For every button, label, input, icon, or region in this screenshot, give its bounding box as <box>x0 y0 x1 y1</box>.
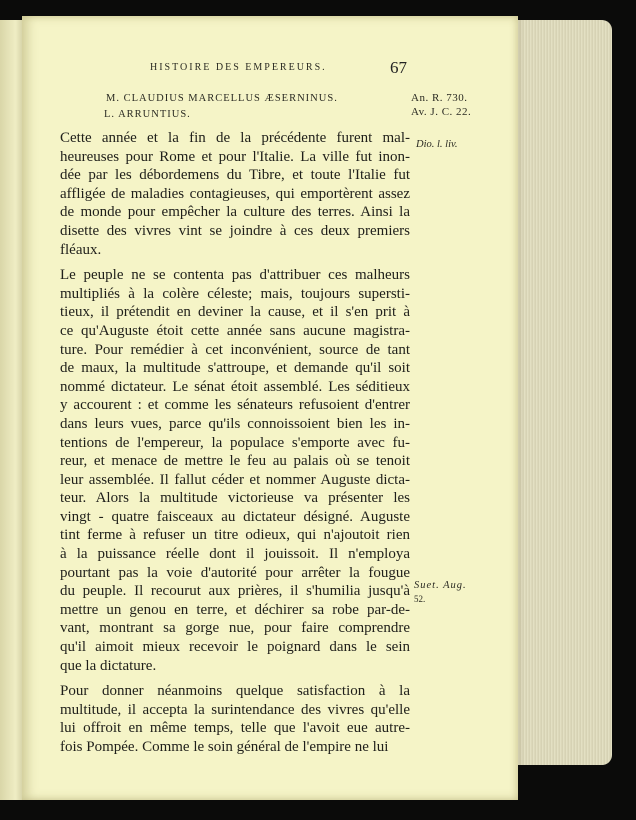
text-line: vant, montrant sa gorge nue, pour faire comprendre <box>60 620 410 637</box>
text-line: à la puissance réelle dont il jouissoit. Il n'employa <box>60 546 410 563</box>
text-line: Le peuple ne se contenta pas d'attribuer ces malheurs <box>60 267 410 284</box>
text-line: qu'il aimoit mieux recevoir le poignard dans le sein <box>60 639 410 656</box>
page-number: 67 <box>390 58 407 77</box>
paragraph <box>60 266 410 675</box>
text-line: dée par les débordemens du Tibre, et toute l'Italie fut <box>60 167 410 184</box>
text-line: heureuses pour Rome et pour l'Italie. La ville fut inon- <box>60 148 410 165</box>
running-title: HISTOIRE DES EMPEREURS. <box>150 62 327 73</box>
text-line: tieux, il prétendit en deviner la cause, et il s'en prit à <box>60 304 410 321</box>
text-line: multipliés à la colère céleste; mais, toujours supersti- <box>60 285 410 302</box>
text-line: ture. Pour remédier à cet inconvénient, source de tant <box>60 341 410 358</box>
margin-source-suet-number: 52. <box>414 594 426 604</box>
paragraph <box>60 129 410 259</box>
page-block-edge <box>512 20 612 765</box>
margin-year-rome: An. R. 730. <box>411 92 468 104</box>
text-line: de maux, la multitude s'attroupe, et demande qu'il soit <box>60 360 410 377</box>
body-text <box>60 129 410 764</box>
text-line: ce qu'Auguste étoit cette année sans aucune magistra- <box>60 322 410 339</box>
margin-year-christ: Av. J. C. 22. <box>411 106 472 118</box>
text-line: que la dictature. <box>60 657 157 674</box>
text-line: vingt - quatre faisceaux au dictateur désigné. Auguste <box>60 508 410 525</box>
consul-name: M. CLAUDIUS MARCELLUS ÆSERNINUS. <box>106 93 338 104</box>
text-line: fois Pompée. Comme le soin général de l'empire ne lui <box>60 739 389 755</box>
text-line: reur, et menace de mettre le feu au palais où se tenoit <box>60 453 410 470</box>
text-line: fléaux. <box>60 241 102 258</box>
text-line: dans leurs vues, parce qu'ils connoissoient bien les in- <box>60 415 410 432</box>
text-line: disette des vivres vint se joindre à ces deux premiers <box>60 222 410 239</box>
text-line: teur. Alors la multitude victorieuse va présenter les <box>60 490 410 507</box>
paragraph <box>60 682 410 756</box>
text-line: multitude, il accepta la surintendance des vivres qu'elle <box>60 701 410 718</box>
text-line: Pour donner néanmoins quelque satisfaction à la <box>60 683 410 700</box>
margin-source-suet: Suet. Aug. <box>414 580 467 591</box>
text-line: leur assemblée. Il fallut céder et nommer Auguste dicta- <box>60 471 410 488</box>
text-line: affligée de maladies contagieuses, qui emportèrent assez <box>60 185 410 202</box>
margin-source-dio: Dio. l. liv. <box>416 139 458 150</box>
text-line: tint ferme à refuser un titre odieux, qui n'ajoutoit rien <box>60 527 410 544</box>
text-line: pourtant pas la voie d'autorité pour arrêter la fougue <box>60 564 410 581</box>
text-line: nommé dictateur. Le sénat étoit assemblé. Les séditieux <box>60 378 410 395</box>
text-line: y accourent : et comme les sénateurs refusoient d'entrer <box>60 397 410 414</box>
text-line: mettre un genou en terre, et déchirer sa robe par-de- <box>60 601 410 618</box>
text-line: Cette année et la fin de la précédente furent mal- <box>60 130 410 146</box>
consul-name: L. ARRUNTIUS. <box>104 109 191 120</box>
text-line: tentions de l'empereur, la populace s'emporte avec fu- <box>60 434 410 451</box>
text-line: de monde pour empêcher la culture des terres. Ainsi la <box>60 204 410 221</box>
text-line: du peuple. Il recourut aux prières, il s'humilia jusqu'à <box>60 583 410 600</box>
text-line: lui offroit en même temps, telle que l'avoit eue autre- <box>60 720 410 737</box>
